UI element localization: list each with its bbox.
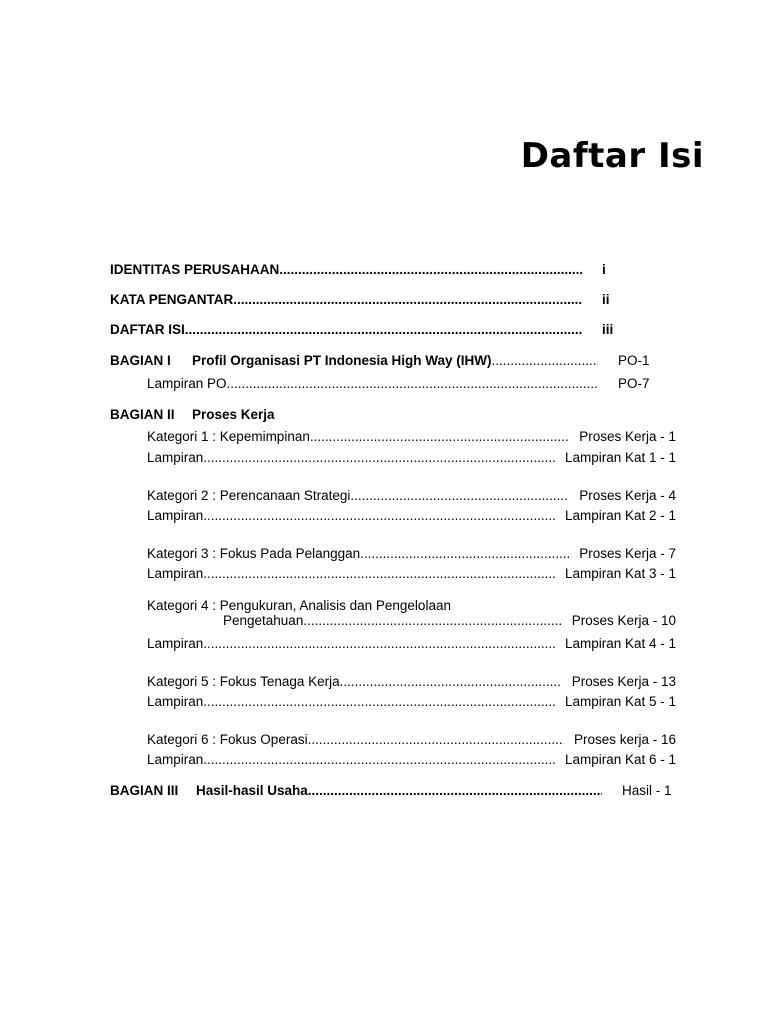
toc-page: Proses kerja - 16 — [573, 732, 676, 747]
dot-leader — [203, 450, 555, 465]
toc-entry-identitas[interactable] — [110, 262, 640, 277]
dot-leader — [203, 752, 555, 767]
dot-leader — [227, 376, 598, 391]
toc-entry-lampiran-5[interactable] — [147, 694, 676, 709]
toc-entry-kategori-4-line2[interactable] — [223, 613, 676, 628]
toc-page: Proses Kerja - 1 — [579, 429, 676, 444]
dot-leader — [350, 488, 569, 503]
toc-label: Kategori 2 : Perencanaan Strategi — [147, 488, 351, 503]
section-number: BAGIAN II — [110, 407, 175, 422]
toc-entry-lampiran-po[interactable] — [147, 376, 656, 391]
dot-leader — [340, 674, 562, 689]
toc-label: Lampiran — [147, 566, 204, 581]
toc-entry-kategori-2[interactable] — [147, 488, 676, 503]
toc-label: Pengetahuan — [223, 613, 304, 628]
toc-heading-bagian-2[interactable] — [110, 407, 275, 422]
toc-entry-lampiran-6[interactable] — [147, 752, 676, 767]
dot-leader — [279, 262, 582, 277]
toc-page: Lampiran Kat 2 - 1 — [564, 508, 676, 523]
dot-leader — [203, 566, 555, 581]
dot-leader — [303, 613, 561, 628]
dot-leader — [203, 508, 555, 523]
toc-page: PO-7 — [618, 376, 650, 391]
toc-page: Lampiran Kat 4 - 1 — [564, 636, 676, 651]
toc-label: Lampiran — [147, 450, 204, 465]
toc-label: Kategori 1 : Kepemimpinan — [147, 429, 310, 444]
toc-entry-lampiran-1[interactable] — [147, 450, 676, 465]
toc-entry-kategori-6[interactable] — [147, 732, 676, 747]
toc-entry-kata-pengantar[interactable] — [110, 292, 640, 307]
toc-page: Lampiran Kat 3 - 1 — [564, 566, 676, 581]
dot-leader — [203, 694, 555, 709]
toc-entry-lampiran-2[interactable] — [147, 508, 676, 523]
toc-label: Lampiran — [147, 752, 204, 767]
toc-entry-kategori-1[interactable] — [147, 429, 676, 444]
toc-page: ii — [602, 292, 610, 307]
section-number: BAGIAN III — [110, 783, 179, 798]
toc-entry-kategori-3[interactable] — [147, 546, 676, 561]
toc-page: Lampiran Kat 1 - 1 — [564, 450, 676, 465]
section-number: BAGIAN I — [110, 353, 171, 368]
toc-entry-daftar-isi[interactable] — [110, 322, 640, 337]
dot-leader — [185, 322, 582, 337]
page-title: Daftar Isi — [520, 136, 704, 176]
section-title: Hasil-hasil Usaha — [196, 783, 308, 798]
toc-entry-kategori-5[interactable] — [147, 674, 676, 689]
toc-label: Kategori 4 : Pengukuran, Analisis dan Pengelolaan — [147, 598, 451, 613]
dot-leader — [308, 732, 564, 747]
section-title: Proses Kerja — [192, 407, 275, 422]
toc-label: Lampiran — [147, 694, 204, 709]
toc-entry-kategori-4-line1[interactable] — [147, 598, 451, 613]
dot-leader — [233, 292, 582, 307]
toc-label: Lampiran — [147, 636, 204, 651]
toc-page: Proses Kerja - 13 — [571, 674, 676, 689]
toc-page: Lampiran Kat 6 - 1 — [564, 752, 676, 767]
toc-label: Lampiran PO — [147, 376, 227, 391]
toc-label: Kategori 3 : Fokus Pada Pelanggan — [147, 546, 361, 561]
dot-leader — [308, 783, 602, 798]
toc-page: Proses Kerja - 10 — [571, 613, 676, 628]
toc-page: Proses Kerja - 4 — [579, 488, 676, 503]
dot-leader — [492, 353, 598, 368]
toc-page: Proses Kerja - 7 — [579, 546, 676, 561]
toc-label: Kategori 5 : Fokus Tenaga Kerja — [147, 674, 340, 689]
toc-page: Lampiran Kat 5 - 1 — [564, 694, 676, 709]
section-title: Profil Organisasi PT Indonesia High Way (IHW) — [192, 353, 492, 368]
toc-label: IDENTITAS PERUSAHAAN — [110, 262, 280, 277]
toc-page: Hasil - 1 — [622, 783, 672, 798]
toc-label: KATA PENGANTAR — [110, 292, 234, 307]
toc-entry-lampiran-3[interactable] — [147, 566, 676, 581]
toc-page: iii — [602, 322, 614, 337]
toc-label: Kategori 6 : Fokus Operasi — [147, 732, 308, 747]
dot-leader — [360, 546, 569, 561]
toc-entry-bagian-3[interactable] — [110, 783, 676, 798]
toc-page: i — [602, 262, 606, 277]
toc-label: DAFTAR ISI — [110, 322, 185, 337]
dot-leader — [203, 636, 555, 651]
toc-entry-lampiran-4[interactable] — [147, 636, 676, 651]
toc-page: PO-1 — [618, 353, 650, 368]
dot-leader — [310, 429, 569, 444]
toc-label: Lampiran — [147, 508, 204, 523]
toc-entry-bagian-1[interactable] — [110, 353, 656, 368]
